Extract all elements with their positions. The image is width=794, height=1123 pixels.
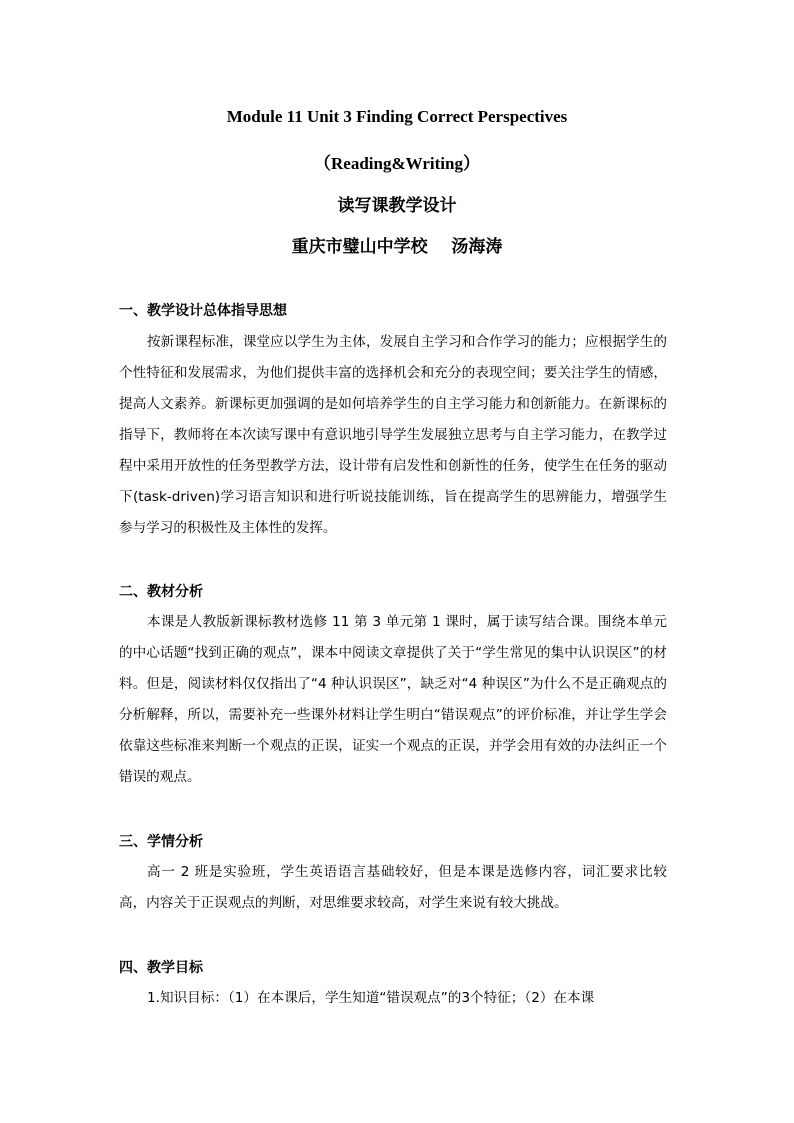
section-heading-teaching-goals: 四、教学目标 [119, 960, 203, 976]
section-body-guiding-thought: 按新课程标准，课堂应以学生为主体，发展自主学习和合作学习的能力；应根据学生的个性特征和发展需求，为他们提供丰富的选择机会和充分的表现空间；要关注学生的情感，提高人文素养。新课标更加强调的是如何培养学生的自主学习能力和创新能力。在新课标的指导下，教师将在本次读写课中有意识地引导学生发展独立思考与自主学习能力，在教学过程中采用开放性的任务型教学方法，设计带有启发性和创新性的任务，使学生在任务的驱动下(task-driven)学习语言知识和进行听说技能训练，旨在提高学生的思辨能力，增强学生参与学习的积极性及主体性的发挥。 [119, 334, 667, 536]
section-heading-student-analysis: 三、学情分析 [119, 834, 203, 850]
section-body-material-analysis: 本课是人教版新课标教材选修 11 第 3 单元第 1 课时，属于读写结合课。围绕本单元的中心话题“找到正确的观点”，课本中阅读文章提供了关于“学生常见的集中认识误区”的材料。但是，阅读材料仅仅指出了“4 种认识误区”，缺乏对“4 种误区”为什么不是正确观点的分析解释，所以，需要补充一些课外材料让学生明白“错误观点”的评价标准，并让学生学会依靠这些标准来判断一个观点的正误，证实一个观点的正误，并学会用有效的办法纠正一个错误的观点。 [119, 614, 667, 785]
document-title-chinese: 读写课教学设计 [337, 196, 457, 216]
section-body-teaching-goals: 1.知识目标：（1）在本课后，学生知道“错误观点”的3个特征；（2）在本课 [147, 990, 595, 1006]
author-line: 重庆市璧山中学校 汤海涛 [291, 237, 503, 257]
document-subtitle: （Reading&Writing） [314, 154, 480, 173]
document-title: Module 11 Unit 3 Finding Correct Perspectives [226, 107, 568, 126]
section-heading-material-analysis: 二、教材分析 [119, 584, 203, 600]
section-body-student-analysis: 高一 2 班是实验班，学生英语语言基础较好，但是本课是选修内容，词汇要求比较高，内容关于正误观点的判断，对思维要求较高，对学生来说有较大挑战。 [119, 864, 667, 911]
section-heading-guiding-thought: 一、教学设计总体指导思想 [119, 303, 287, 319]
